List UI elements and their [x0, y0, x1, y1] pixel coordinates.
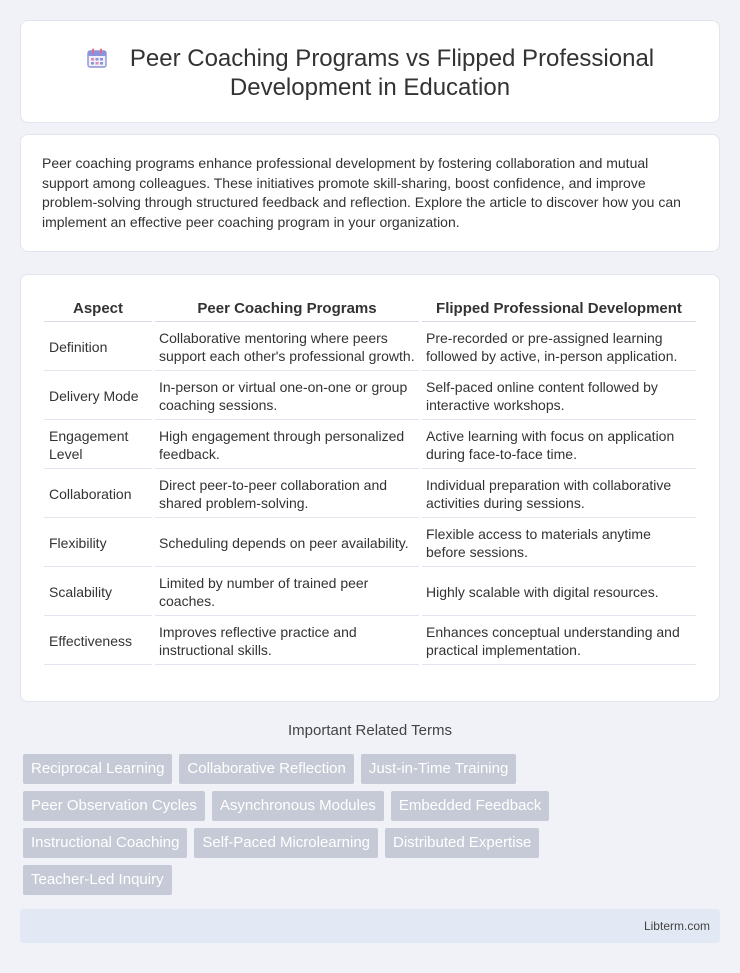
title-card — [20, 20, 720, 123]
comparison-table — [41, 296, 699, 667]
peer-coaching-cell: Improves reflective practice and instructional skills. — [155, 618, 419, 665]
peer-coaching-cell: Scheduling depends on peer availability. — [155, 520, 419, 567]
footer-site-link[interactable]: Libterm.com — [643, 919, 710, 933]
aspect-cell: Delivery Mode — [44, 373, 152, 420]
calendar-icon — [86, 47, 108, 69]
aspect-cell: Definition — [44, 324, 152, 371]
peer-coaching-cell: Collaborative mentoring where peers support each other's professional growth. — [155, 324, 419, 371]
comparison-card — [20, 274, 720, 702]
aspect-cell: Scalability — [44, 569, 152, 616]
column-header-peer-coaching: Peer Coaching Programs — [155, 298, 419, 322]
related-term-tag[interactable]: Just-in-Time Training — [361, 754, 516, 784]
flipped-pd-cell: Active learning with focus on application during face-to-face time. — [422, 422, 696, 469]
flipped-pd-cell: Flexible access to materials anytime before sessions. — [422, 520, 696, 567]
table-row — [44, 618, 696, 665]
aspect-cell: Effectiveness — [44, 618, 152, 665]
flipped-pd-cell: Pre-recorded or pre-assigned learning followed by active, in-person application. — [422, 324, 696, 371]
flipped-pd-cell: Highly scalable with digital resources. — [422, 569, 696, 616]
related-term-tag[interactable]: Instructional Coaching — [23, 828, 187, 858]
related-term-tag[interactable]: Distributed Expertise — [385, 828, 539, 858]
intro-paragraph: Peer coaching programs enhance professional development by fostering collaboration and mutual support among colleagues. These initiatives promote skill-sharing, boost confidence, and improve problem-solving through structured feedback and reflection. Explore the article to discover how you can implement an effective peer coaching program in your organization. — [42, 155, 681, 230]
aspect-cell: Collaboration — [44, 471, 152, 518]
related-term-tag[interactable]: Asynchronous Modules — [212, 791, 384, 821]
related-term-tag[interactable]: Embedded Feedback — [391, 791, 550, 821]
peer-coaching-cell: Limited by number of trained peer coaches. — [155, 569, 419, 616]
flipped-pd-cell: Individual preparation with collaborative activities during sessions. — [422, 471, 696, 518]
table-row — [44, 324, 696, 371]
table-row — [44, 569, 696, 616]
column-header-flipped-pd: Flipped Professional Development — [422, 298, 696, 322]
table-row — [44, 471, 696, 518]
related-terms-list — [23, 754, 583, 902]
column-header-aspect: Aspect — [44, 298, 152, 322]
table-row — [44, 373, 696, 420]
table-row — [44, 422, 696, 469]
table-header-row — [44, 298, 696, 322]
peer-coaching-cell: Direct peer-to-peer collaboration and shared problem-solving. — [155, 471, 419, 518]
footer-bar — [20, 909, 720, 943]
related-term-tag[interactable]: Collaborative Reflection — [179, 754, 353, 784]
related-term-tag[interactable]: Teacher-Led Inquiry — [23, 865, 172, 895]
related-term-tag[interactable]: Reciprocal Learning — [23, 754, 172, 784]
aspect-cell: Flexibility — [44, 520, 152, 567]
related-term-tag[interactable]: Peer Observation Cycles — [23, 791, 205, 821]
related-term-tag[interactable]: Self-Paced Microlearning — [194, 828, 378, 858]
intro-card — [20, 134, 720, 252]
related-terms-heading: Important Related Terms — [288, 722, 452, 739]
table-row — [44, 520, 696, 567]
flipped-pd-cell: Self-paced online content followed by interactive workshops. — [422, 373, 696, 420]
aspect-cell: Engagement Level — [44, 422, 152, 469]
page-title: Peer Coaching Programs vs Flipped Professional Development in Education — [129, 45, 655, 101]
flipped-pd-cell: Enhances conceptual understanding and practical implementation. — [422, 618, 696, 665]
peer-coaching-cell: High engagement through personalized feedback. — [155, 422, 419, 469]
page-title-wrap — [21, 44, 719, 102]
peer-coaching-cell: In-person or virtual one-on-one or group coaching sessions. — [155, 373, 419, 420]
